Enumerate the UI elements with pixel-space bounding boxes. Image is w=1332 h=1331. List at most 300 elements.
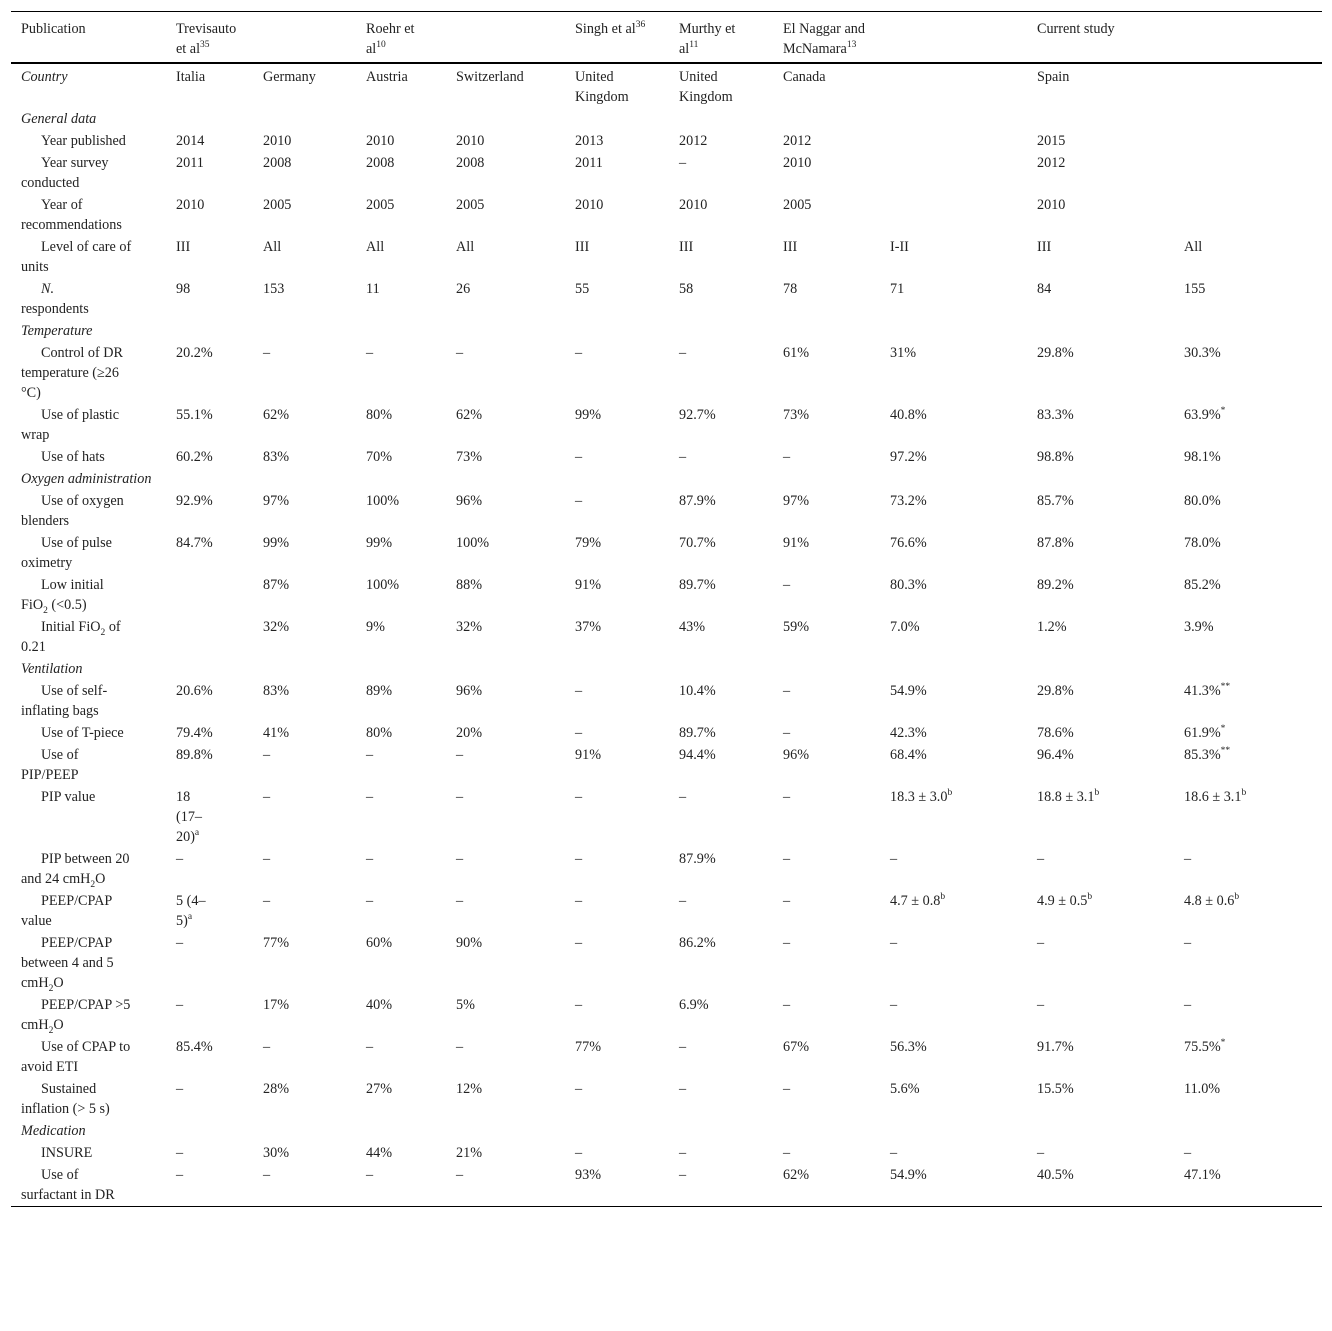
cell: –: [575, 893, 583, 909]
cell: –: [679, 1167, 687, 1183]
cell: 41.3%**: [1184, 682, 1231, 699]
cell: 54.9%: [890, 683, 927, 699]
cell: –: [456, 789, 464, 805]
header-roehr: Roehr et $al^{10}$: [366, 21, 415, 57]
row-label: PEEP/CPAP >5 cmH$_2$O: [21, 997, 131, 1036]
cell: 18.8 ± 3.1$^b$: [1037, 788, 1100, 805]
cell: –: [679, 1039, 687, 1055]
cell: 84.7%: [176, 535, 213, 551]
cell: [880, 63, 1027, 108]
cell: –: [366, 1039, 374, 1055]
table-row: [11, 278, 1322, 320]
cell: 91%: [575, 577, 602, 593]
cell: [1174, 152, 1322, 194]
cell: Germany: [263, 69, 316, 85]
cell: –: [890, 1145, 898, 1161]
cell: –: [890, 851, 898, 867]
cell: 61.9%*: [1184, 724, 1226, 741]
cell: 76.6%: [890, 535, 927, 551]
cell: 71: [890, 281, 905, 297]
cell: –: [456, 345, 464, 361]
table-row: [11, 848, 1322, 890]
row-label: Country: [21, 69, 68, 85]
cell: 2011: [575, 155, 603, 171]
cell: –: [1184, 851, 1192, 867]
header-current: Current study: [1037, 21, 1115, 37]
cell: 43%: [679, 619, 706, 635]
cell: All: [263, 239, 282, 255]
row-label: Control of DR temperature (≥26 °C): [21, 345, 123, 401]
cell: –: [263, 747, 271, 763]
cell: –: [366, 747, 374, 763]
cell: 11.0%: [1184, 1081, 1221, 1097]
cell: –: [890, 935, 898, 951]
cell: III: [176, 239, 191, 255]
cell: 9%: [366, 619, 385, 635]
cell: 96.4%: [1037, 747, 1074, 763]
cell: 2005: [263, 197, 292, 213]
cell: 89%: [366, 683, 393, 699]
cell: 89.7%: [679, 725, 716, 741]
cell: 80%: [366, 407, 393, 423]
cell: 87.9%: [679, 493, 716, 509]
cell: –: [366, 1167, 374, 1183]
table-row: [11, 722, 1322, 744]
cell: –: [679, 1081, 687, 1097]
cell: 17%: [263, 997, 290, 1013]
cell: 91.7%: [1037, 1039, 1074, 1055]
cell: Austria: [366, 69, 408, 85]
section-heading: Temperature: [21, 323, 93, 339]
cell: –: [366, 893, 374, 909]
cell: 79%: [575, 535, 602, 551]
cell: –: [263, 789, 271, 805]
cell: –: [176, 1167, 184, 1183]
cell: 5 $(4-5)^a$: [176, 893, 206, 929]
cell: 73%: [783, 407, 810, 423]
cell: –: [263, 851, 271, 867]
cell: 100%: [456, 535, 490, 551]
cell: –: [679, 789, 687, 805]
cell: 59%: [783, 619, 810, 635]
cell: 91%: [783, 535, 810, 551]
cell: 18.6 ± 3.1$^b$: [1184, 788, 1247, 805]
cell: 20.6%: [176, 683, 213, 699]
cell: –: [575, 851, 583, 867]
row-label: Use of pulse oximetry: [21, 535, 112, 571]
cell: 2010: [679, 197, 708, 213]
cell: 100%: [366, 493, 400, 509]
cell: –: [679, 893, 687, 909]
table-row: [11, 680, 1322, 722]
cell: 73%: [456, 449, 483, 465]
section-row-temperature: [11, 320, 1322, 342]
cell: 2012: [783, 133, 812, 149]
cell: 97.2%: [890, 449, 927, 465]
cell: 96%: [456, 683, 483, 699]
cell: [880, 194, 1027, 236]
cell: All: [1184, 239, 1203, 255]
cell: United Kingdom: [575, 69, 629, 105]
cell: All: [456, 239, 475, 255]
cell: –: [176, 997, 184, 1013]
cell: 2005: [783, 197, 812, 213]
cell: –: [890, 997, 898, 1013]
cell: –: [1037, 1145, 1045, 1161]
cell: 10.4%: [679, 683, 716, 699]
cell: 2010: [783, 155, 812, 171]
cell: 77%: [575, 1039, 602, 1055]
cell: 6.9%: [679, 997, 709, 1013]
cell: –: [575, 449, 583, 465]
cell: 87.9%: [679, 851, 716, 867]
cell: 40.8%: [890, 407, 927, 423]
cell: 44%: [366, 1145, 393, 1161]
cell: 2014: [176, 133, 205, 149]
row-label: Use of PIP/PEEP: [21, 747, 79, 783]
cell: –: [783, 1145, 791, 1161]
cell: 79.4%: [176, 725, 213, 741]
cell: 32%: [456, 619, 483, 635]
row-label: Use of oxygen blenders: [21, 493, 124, 529]
cell: 87.8%: [1037, 535, 1074, 551]
cell: –: [679, 155, 687, 171]
table-row: [11, 890, 1322, 932]
cell: 2008: [366, 155, 395, 171]
cell: –: [783, 893, 791, 909]
cell: 26: [456, 281, 471, 297]
cell: 99%: [575, 407, 602, 423]
cell: 4.8 ± 0.6$^b$: [1184, 892, 1240, 909]
cell: III: [575, 239, 590, 255]
cell: 88%: [456, 577, 483, 593]
cell: –: [783, 725, 791, 741]
cell: 85.2%: [1184, 577, 1221, 593]
cell: 83%: [263, 683, 290, 699]
row-label: Initial FiO$_2$ of 0.21: [21, 619, 121, 655]
cell: 54.9%: [890, 1167, 927, 1183]
cell: 80.0%: [1184, 493, 1221, 509]
cell: 20%: [456, 725, 483, 741]
cell: 70%: [366, 449, 393, 465]
row-label: Low initial FiO$_2$ (<0.5): [21, 577, 104, 616]
row-label: INSURE: [41, 1145, 93, 1161]
cell: 92.7%: [679, 407, 716, 423]
cell: –: [456, 1039, 464, 1055]
section-row-general: [11, 108, 1322, 130]
row-label: Use of plastic wrap: [21, 407, 120, 443]
cell: –: [176, 935, 184, 951]
table-row: [11, 994, 1322, 1036]
row-label: N. respondents: [21, 281, 89, 317]
table-row: [11, 1142, 1322, 1164]
header-elnaggar: El Naggar and McNamara$^{13}$: [783, 21, 865, 57]
cell: 62%: [263, 407, 290, 423]
cell: 2010: [575, 197, 604, 213]
cell: 5.6%: [890, 1081, 920, 1097]
cell: 58: [679, 281, 694, 297]
row-label: Use of self-inflating bags: [21, 683, 108, 719]
cell: –: [366, 851, 374, 867]
row-label: Level of care of units: [21, 239, 132, 275]
row-label: PIP value: [41, 789, 96, 805]
section-row-oxygen: [11, 468, 1322, 490]
cell: 2013: [575, 133, 604, 149]
cell: –: [575, 345, 583, 361]
cell: 97%: [263, 493, 290, 509]
cell: 55: [575, 281, 590, 297]
cell: 155: [1184, 281, 1206, 297]
cell: 80%: [366, 725, 393, 741]
cell: [880, 130, 1027, 152]
cell: 1.2%: [1037, 619, 1067, 635]
cell: 89.7%: [679, 577, 716, 593]
cell: –: [575, 1081, 583, 1097]
cell: 2010: [456, 133, 485, 149]
cell: 12%: [456, 1081, 483, 1097]
cell: –: [263, 1167, 271, 1183]
cell: –: [783, 449, 791, 465]
cell: III: [1037, 239, 1052, 255]
cell: 73.2%: [890, 493, 927, 509]
table-row: [11, 786, 1322, 848]
row-label: Use of CPAP to avoid ETI: [21, 1039, 131, 1075]
row-label: PEEP/CPAP between 4 and 5 cmH$_2$O: [21, 935, 114, 994]
cell: 98.8%: [1037, 449, 1074, 465]
cell: 86.2%: [679, 935, 716, 951]
cell: 93%: [575, 1167, 602, 1183]
cell: –: [575, 683, 583, 699]
cell: 63.9%*: [1184, 406, 1226, 423]
cell: 55.1%: [176, 407, 213, 423]
cell: 2010: [263, 133, 292, 149]
header-murthy: Murthy et $al^{11}$: [679, 21, 736, 57]
cell: 2005: [456, 197, 485, 213]
cell: 61%: [783, 345, 810, 361]
cell: –: [783, 935, 791, 951]
table-row: [11, 152, 1322, 194]
cell: –: [263, 1039, 271, 1055]
cell: 67%: [783, 1039, 810, 1055]
cell: 11: [366, 281, 380, 297]
row-label: Year of recommendations: [21, 197, 122, 233]
cell: 83%: [263, 449, 290, 465]
table-row: [11, 194, 1322, 236]
cell: 29.8%: [1037, 345, 1074, 361]
cell: –: [679, 449, 687, 465]
cell: [166, 574, 253, 616]
section-heading: Medication: [21, 1123, 86, 1139]
table-row: [11, 1036, 1322, 1078]
cell: –: [176, 1145, 184, 1161]
cell: Switzerland: [456, 69, 524, 85]
cell: United Kingdom: [679, 69, 733, 105]
cell: –: [456, 851, 464, 867]
cell: 30.3%: [1184, 345, 1221, 361]
cell: 77%: [263, 935, 290, 951]
cell: –: [366, 789, 374, 805]
header-trevisauto: Trevisauto et $al^{35}$: [176, 21, 237, 57]
cell: All: [366, 239, 385, 255]
cell: 89.2%: [1037, 577, 1074, 593]
table-row: [11, 1164, 1322, 1207]
cell: 2010: [366, 133, 395, 149]
cell: 47.1%: [1184, 1167, 1221, 1183]
table-row: [11, 574, 1322, 616]
cell: 60%: [366, 935, 393, 951]
table-row: [11, 744, 1322, 786]
cell: –: [456, 1167, 464, 1183]
cell: –: [679, 345, 687, 361]
cell: I-II: [890, 239, 909, 255]
cell: 62%: [456, 407, 483, 423]
cell: [1174, 194, 1322, 236]
cell: 56.3%: [890, 1039, 927, 1055]
section-row-medication: [11, 1120, 1322, 1142]
section-heading: Oxygen administration: [21, 471, 152, 487]
cell: –: [1184, 935, 1192, 951]
table-row: [11, 236, 1322, 278]
cell: 98.1%: [1184, 449, 1221, 465]
cell: –: [575, 725, 583, 741]
cell: –: [575, 1145, 583, 1161]
cell: 96%: [783, 747, 810, 763]
row-label: Use of T-piece: [41, 725, 124, 741]
cell: 99%: [263, 535, 290, 551]
table-row: [11, 1078, 1322, 1120]
cell: 2010: [1037, 197, 1066, 213]
cell: –: [575, 789, 583, 805]
cell: 85.7%: [1037, 493, 1074, 509]
table-row: [11, 532, 1322, 574]
cell: 21%: [456, 1145, 483, 1161]
cell: –: [1037, 935, 1045, 951]
cell: –: [1037, 851, 1045, 867]
cell: –: [456, 747, 464, 763]
cell: 2012: [1037, 155, 1066, 171]
cell: –: [1184, 997, 1192, 1013]
cell: 2010: [176, 197, 205, 213]
table-header: [11, 12, 1322, 64]
cell: 2005: [366, 197, 395, 213]
cell: –: [783, 1081, 791, 1097]
table-row: [11, 616, 1322, 658]
comparison-table: [11, 11, 1322, 1207]
cell: 97%: [783, 493, 810, 509]
table-body: [11, 63, 1322, 1207]
cell: 75.5%*: [1184, 1038, 1226, 1055]
cell: 100%: [366, 577, 400, 593]
table-row: [11, 490, 1322, 532]
cell: 2008: [456, 155, 485, 171]
cell: Italia: [176, 69, 206, 85]
cell: 2011: [176, 155, 204, 171]
cell: 29.8%: [1037, 683, 1074, 699]
cell: 84: [1037, 281, 1052, 297]
cell: 98: [176, 281, 191, 297]
cell: –: [176, 1081, 184, 1097]
cell: 18 $(17-20)^a$: [176, 789, 203, 845]
cell: 89.8%: [176, 747, 213, 763]
cell: –: [456, 893, 464, 909]
cell: 27%: [366, 1081, 393, 1097]
cell: 83.3%: [1037, 407, 1074, 423]
table-row: [11, 342, 1322, 404]
cell: [1174, 63, 1322, 108]
cell: 68.4%: [890, 747, 927, 763]
cell: 70.7%: [679, 535, 716, 551]
cell: –: [783, 577, 791, 593]
cell: 87%: [263, 577, 290, 593]
table-row: [11, 404, 1322, 446]
cell: –: [575, 997, 583, 1013]
cell: 2015: [1037, 133, 1066, 149]
cell: 99%: [366, 535, 393, 551]
cell: 78: [783, 281, 798, 297]
cell: –: [783, 683, 791, 699]
cell: –: [575, 935, 583, 951]
cell: 28%: [263, 1081, 290, 1097]
cell: –: [366, 345, 374, 361]
cell: 2012: [679, 133, 708, 149]
row-label: Use of surfactant in DR: [21, 1167, 115, 1203]
cell: 85.4%: [176, 1039, 213, 1055]
row-label: PEEP/CPAP value: [21, 893, 112, 929]
cell: 85.3%**: [1184, 746, 1231, 763]
table-row: [11, 130, 1322, 152]
cell: 2008: [263, 155, 292, 171]
cell: Canada: [783, 69, 826, 85]
cell: 153: [263, 281, 285, 297]
table-row: [11, 932, 1322, 994]
cell: –: [263, 893, 271, 909]
cell: –: [575, 493, 583, 509]
cell: Spain: [1037, 69, 1070, 85]
cell: 94.4%: [679, 747, 716, 763]
cell: 80.3%: [890, 577, 927, 593]
cell: 78.0%: [1184, 535, 1221, 551]
cell: 4.9 ± 0.5$^b$: [1037, 892, 1093, 909]
cell: 78.6%: [1037, 725, 1074, 741]
cell: –: [1037, 997, 1045, 1013]
cell: –: [1184, 1145, 1192, 1161]
cell: 5%: [456, 997, 475, 1013]
cell: [1174, 130, 1322, 152]
cell: [880, 152, 1027, 194]
cell: III: [783, 239, 798, 255]
cell: 3.9%: [1184, 619, 1214, 635]
row-label: PIP between 20 and 24 cmH$_2$O: [21, 851, 130, 890]
cell: 92.9%: [176, 493, 213, 509]
cell: 60.2%: [176, 449, 213, 465]
row-label: Year published: [41, 133, 126, 149]
section-heading: Ventilation: [21, 661, 83, 677]
section-heading: General data: [21, 111, 97, 127]
table-row-country: [11, 63, 1322, 108]
row-label: Use of hats: [41, 449, 105, 465]
cell: –: [263, 345, 271, 361]
row-label: Year survey conducted: [21, 155, 109, 191]
cell: 32%: [263, 619, 290, 635]
header-publication: Publication: [21, 21, 86, 37]
cell: –: [783, 789, 791, 805]
cell: 90%: [456, 935, 483, 951]
cell: 15.5%: [1037, 1081, 1074, 1097]
cell: 30%: [263, 1145, 290, 1161]
cell: –: [679, 1145, 687, 1161]
cell: 18.3 ± 3.0$^b$: [890, 788, 953, 805]
cell: 42.3%: [890, 725, 927, 741]
